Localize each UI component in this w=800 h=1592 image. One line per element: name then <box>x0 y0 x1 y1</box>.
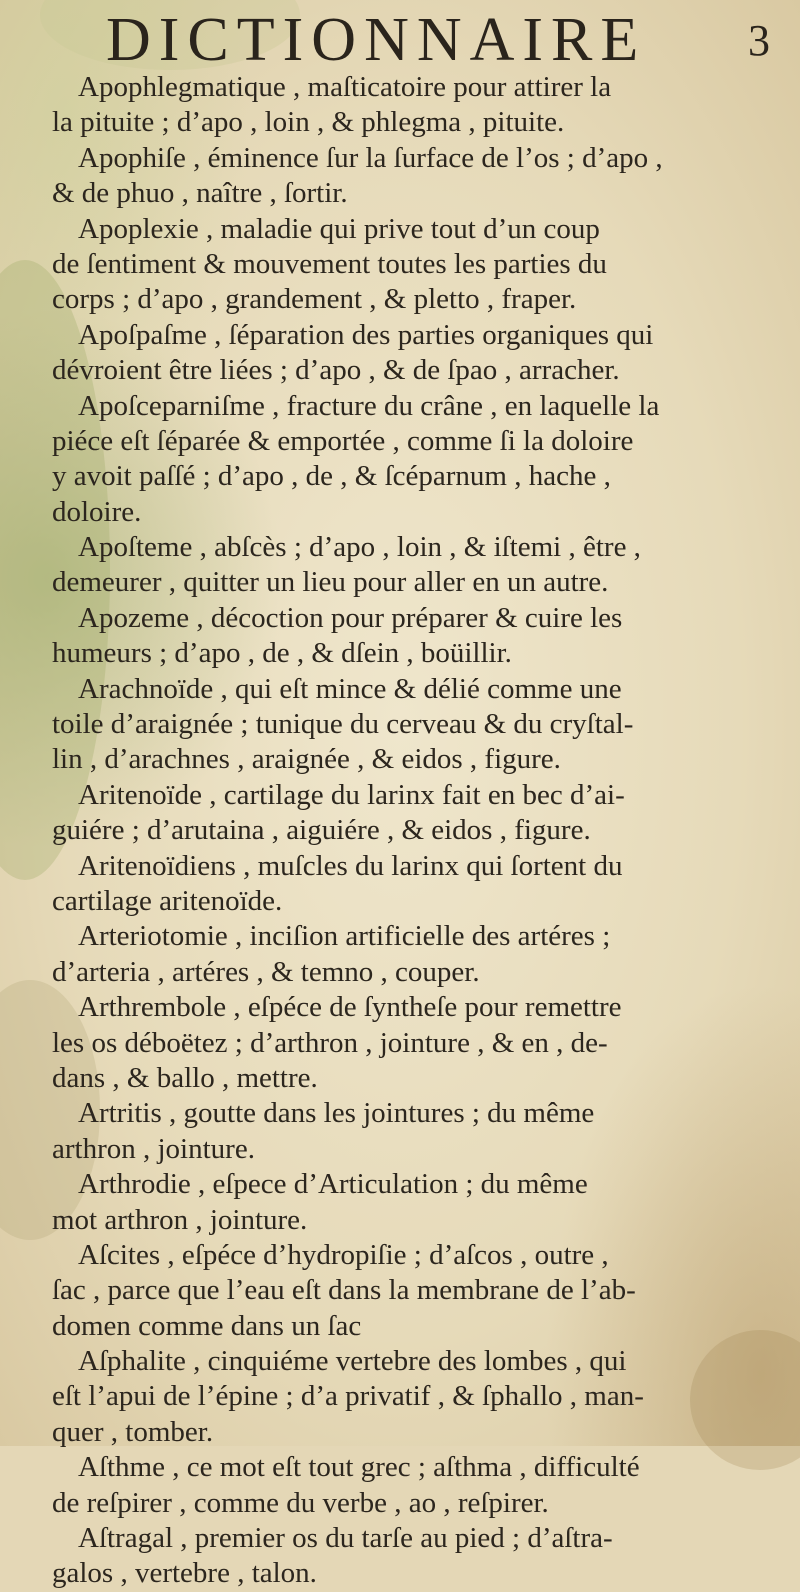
entry-headword-line: Apophiſe , éminence ſur la ſurface de l’os ; d’apo , <box>78 141 663 174</box>
dictionary-entry <box>44 389 784 531</box>
dictionary-entry <box>44 778 784 849</box>
entry-continuation-line: corps ; d’apo , grandement , & pletto , fraper. <box>52 283 577 316</box>
dictionary-entry <box>44 601 784 672</box>
entry-headword-line: Arteriotomie , inciſion artificielle des artéres ; <box>78 920 611 953</box>
entry-headword-line: Arthrodie , eſpece d’Articulation ; du même <box>78 1168 588 1201</box>
entry-headword-line: Artritis , goutte dans les jointures ; du même <box>78 1097 595 1130</box>
dictionary-entry <box>44 1450 784 1521</box>
entry-continuation-line: galos , vertebre , talon. <box>52 1557 317 1590</box>
entry-continuation-line: de ſentiment & mouvement toutes les parties du <box>52 247 607 280</box>
dictionary-entry <box>44 1521 784 1592</box>
entry-continuation-line: les os déboëtez ; d’arthron , jointure , & en , de- <box>52 1026 608 1059</box>
entry-continuation-line: la pituite ; d’apo , loin , & phlegma , pituite. <box>52 106 565 139</box>
entry-headword-line: Arachnoïde , qui eſt mince & délié comme une <box>78 672 622 705</box>
entry-continuation-line: lin , d’arachnes , araignée , & eidos , figure. <box>52 743 561 776</box>
dictionary-entry <box>44 1167 784 1238</box>
entry-continuation-line: domen comme dans un ſac <box>52 1309 362 1342</box>
entry-headword-line: Aſthme , ce mot eſt tout grec ; aſthma , difficulté <box>78 1451 640 1484</box>
entry-continuation-line: de reſpirer , comme du verbe , ao , reſpirer. <box>52 1486 549 1519</box>
entry-continuation-line: dans , & ballo , mettre. <box>52 1061 318 1094</box>
dictionary-entry <box>44 70 784 141</box>
entry-continuation-line: demeurer , quitter un lieu pour aller en un autre. <box>52 566 609 599</box>
entry-continuation-line: piéce eſt ſéparée & emportée , comme ſi la doloire <box>52 424 634 457</box>
entry-continuation-line: d’arteria , artéres , & temno , couper. <box>52 955 480 988</box>
dictionary-entry <box>44 919 784 990</box>
entry-headword-line: Apoplexie , maladie qui prive tout d’un coup <box>78 212 600 245</box>
entry-continuation-line: humeurs ; d’apo , de , & dſein , boüillir. <box>52 637 512 670</box>
entry-continuation-line: mot arthron , jointure. <box>52 1203 308 1236</box>
entry-headword-line: Aſtragal , premier os du tarſe au pied ; d’aſtra- <box>78 1522 613 1555</box>
entry-headword-line: Apoſpaſme , ſéparation des parties organiques qui <box>78 318 654 351</box>
entry-continuation-line: cartilage aritenoïde. <box>52 884 283 917</box>
entry-continuation-line: dévroient être liées ; d’apo , & de ſpao , arracher. <box>52 354 620 387</box>
entry-headword-line: Arthrembole , eſpéce de ſyntheſe pour remettre <box>78 991 622 1024</box>
entry-headword-line: Aritenoïdiens , muſcles du larinx qui ſortent du <box>78 849 623 882</box>
entry-continuation-line: eſt l’apui de l’épine ; d’a privatif , & ſphallo , man- <box>52 1380 644 1413</box>
dictionary-entry <box>44 212 784 318</box>
entry-headword-line: Aſcites , eſpéce d’hydropiſie ; d’aſcos , outre , <box>78 1238 609 1271</box>
dictionary-entry <box>44 1344 784 1450</box>
entry-headword-line: Apoſceparniſme , fracture du crâne , en laquelle la <box>78 389 660 422</box>
running-title: DICTIONNAIRE <box>106 6 647 74</box>
entry-headword-line: Apozeme , décoction pour préparer & cuire les <box>78 601 623 634</box>
dictionary-entry <box>44 990 784 1096</box>
dictionary-entry <box>44 1096 784 1167</box>
entry-continuation-line: & de phuo , naître , ſortir. <box>52 177 348 210</box>
entry-headword-line: Aſphalite , cinquiéme vertebre des lombes , qui <box>78 1345 627 1378</box>
dictionary-entry <box>44 672 784 778</box>
entry-continuation-line: doloire. <box>52 495 142 528</box>
entry-continuation-line: arthron , jointure. <box>52 1132 255 1165</box>
dictionary-entry <box>44 1238 784 1344</box>
page-number: 3 <box>748 16 770 65</box>
entry-continuation-line: quer , tomber. <box>52 1415 214 1448</box>
page-header <box>70 6 770 74</box>
dictionary-entry <box>44 141 784 212</box>
dictionary-entry <box>44 318 784 389</box>
entry-continuation-line: guiére ; d’arutaina , aiguiére , & eidos , figure. <box>52 814 591 847</box>
dictionary-entry <box>44 530 784 601</box>
entry-continuation-line: y avoit paſſé ; d’apo , de , & ſcéparnum , hache , <box>52 460 611 493</box>
dictionary-entry <box>44 849 784 920</box>
dictionary-entries <box>44 70 784 1590</box>
entry-continuation-line: toile d’araignée ; tunique du cerveau & du cryſtal- <box>52 708 634 741</box>
entry-headword-line: Aritenoïde , cartilage du larinx fait en bec d’ai- <box>78 778 625 811</box>
entry-continuation-line: ſac , parce que l’eau eſt dans la membrane de l’ab- <box>52 1274 636 1307</box>
entry-headword-line: Apoſteme , abſcès ; d’apo , loin , & iſtemi , être , <box>78 531 641 564</box>
entry-headword-line: Apophlegmatique , maſticatoire pour attirer la <box>78 71 612 103</box>
